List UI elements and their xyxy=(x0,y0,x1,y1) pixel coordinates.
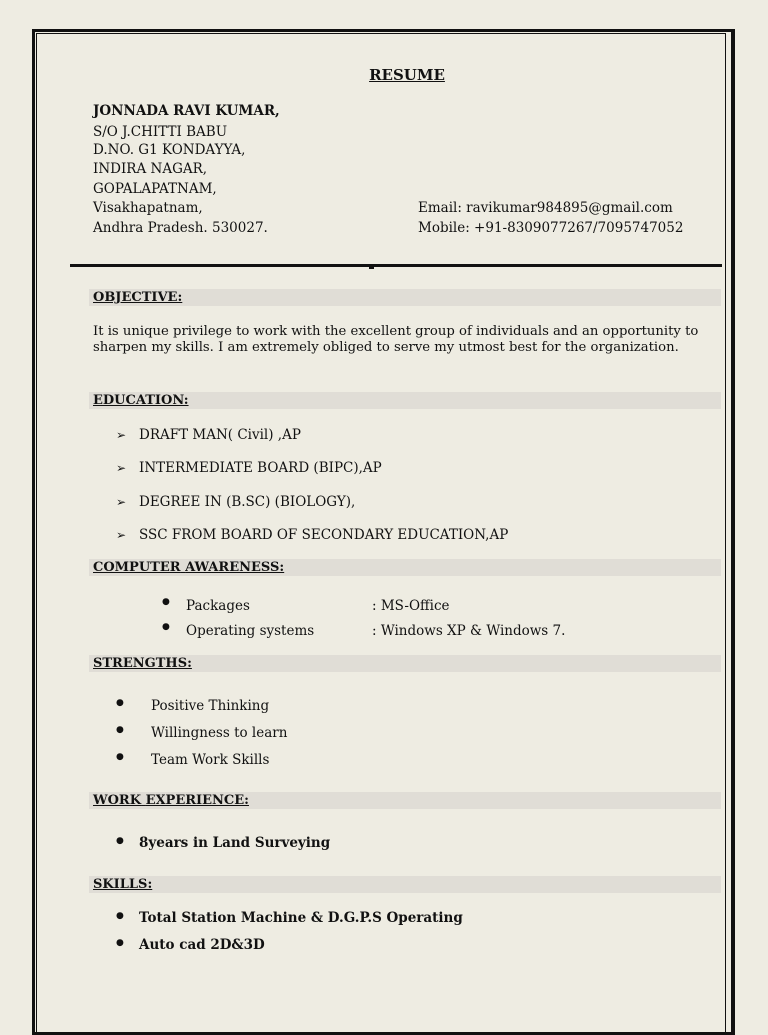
work-item: 8years in Land Surveying xyxy=(139,835,331,851)
bullet-icon: ● xyxy=(116,752,124,762)
header-divider xyxy=(70,264,722,267)
skills-heading: SKILLS: xyxy=(93,877,153,892)
strength-item: Team Work Skills xyxy=(151,752,270,768)
bullet-icon: ● xyxy=(116,911,124,921)
objective-heading-bar xyxy=(89,289,721,306)
mobile: Mobile: +91-8309077267/7095747052 xyxy=(418,220,684,236)
objective-heading: OBJECTIVE: xyxy=(93,290,183,305)
arrow-bullet-icon: ➢ xyxy=(116,528,127,542)
skill-item: Auto cad 2D&3D xyxy=(139,937,265,953)
bullet-icon: ● xyxy=(162,622,170,632)
address-line: GOPALAPATNAM, xyxy=(93,181,217,197)
skill-item: Total Station Machine & D.G.P.S Operating xyxy=(139,910,463,926)
address-line: Visakhapatnam, xyxy=(93,200,203,216)
strength-item: Positive Thinking xyxy=(151,698,270,714)
bullet-icon: ● xyxy=(116,698,124,708)
education-item: ➢ DRAFT MAN( Civil) ,AP xyxy=(116,427,301,443)
bullet-icon: ● xyxy=(116,938,124,948)
bullet-icon: ● xyxy=(162,597,170,607)
education-item: ➢ INTERMEDIATE BOARD (BIPC),AP xyxy=(116,460,382,476)
education-item: ➢ DEGREE IN (B.SC) (BIOLOGY), xyxy=(116,494,356,510)
arrow-bullet-icon: ➢ xyxy=(116,428,127,442)
arrow-bullet-icon: ➢ xyxy=(116,461,127,475)
address-line: Andhra Pradesh. 530027. xyxy=(93,220,268,236)
resume-title: RESUME xyxy=(369,66,445,84)
computer-heading: COMPUTER AWARENESS: xyxy=(93,560,285,575)
address-line: S/O J.CHITTI BABU xyxy=(93,124,228,140)
address-line: D.NO. G1 KONDAYYA, xyxy=(93,142,246,158)
education-item: ➢ SSC FROM BOARD OF SECONDARY EDUCATION,AP xyxy=(116,527,509,543)
bullet-icon: ● xyxy=(116,725,124,735)
email: Email: ravikumar984895@gmail.com xyxy=(418,200,673,216)
computer-value: : Windows XP & Windows 7. xyxy=(372,623,566,639)
address-line: INDIRA NAGAR, xyxy=(93,161,208,177)
computer-label: Packages xyxy=(186,598,250,614)
education-heading: EDUCATION: xyxy=(93,393,189,408)
skills-heading-bar xyxy=(89,876,721,893)
strengths-heading: STRENGTHS: xyxy=(93,656,192,671)
applicant-name: JONNADA RAVI KUMAR, xyxy=(93,103,280,119)
computer-value: : MS-Office xyxy=(372,598,450,614)
computer-label: Operating systems xyxy=(186,623,315,639)
work-heading: WORK EXPERIENCE: xyxy=(93,793,249,808)
divider-mark xyxy=(369,267,374,269)
strength-item: Willingness to learn xyxy=(151,725,288,741)
arrow-bullet-icon: ➢ xyxy=(116,495,127,509)
objective-text: It is unique privilege to work with the excellent group of individuals and an opportunity to sharpen my skills. I am extremely obliged to serve my utmost best for the organization. xyxy=(93,324,699,355)
bullet-icon: ● xyxy=(116,836,124,846)
